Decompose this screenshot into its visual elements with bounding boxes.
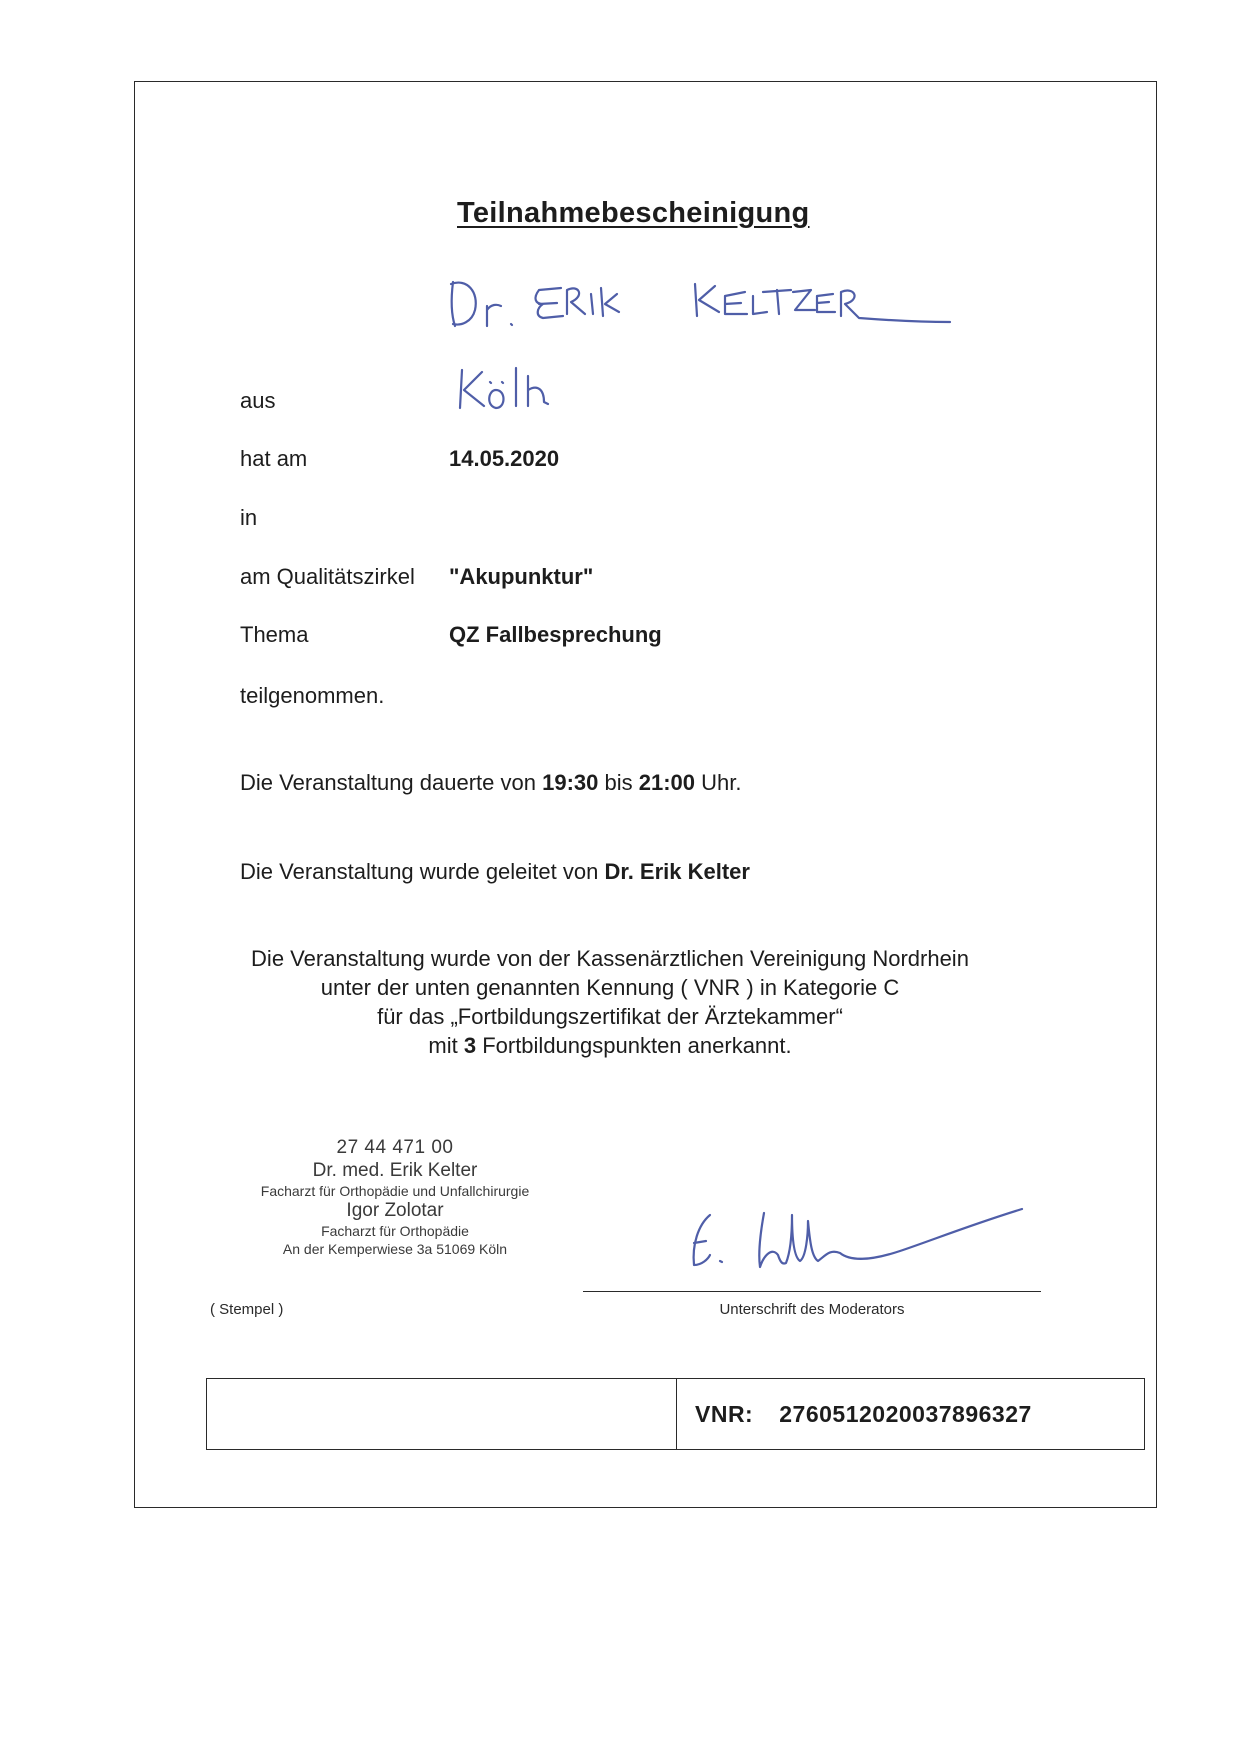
field-value-date: 14.05.2020 bbox=[449, 446, 560, 471]
participated-text: teilgenommen. bbox=[240, 683, 385, 708]
led-by-name: Dr. Erik Kelter bbox=[604, 859, 750, 884]
recognition-line-2: unter der unten genannten Kennung ( VNR ) in Kategorie C bbox=[320, 975, 900, 1000]
duration-start: 19:30 bbox=[542, 770, 599, 795]
recognition-line-4-prefix: mit bbox=[428, 1033, 464, 1058]
field-label-in: in bbox=[240, 505, 258, 530]
vnr-label: VNR: bbox=[695, 1401, 754, 1427]
vnr-field bbox=[695, 1401, 1032, 1428]
recognition-points: 3 bbox=[463, 1033, 477, 1058]
stamp-doctor-1: Dr. med. Erik Kelter bbox=[312, 1160, 478, 1181]
recognition-line-3: für das „Fortbildungszertifikat der Ärztekammer“ bbox=[377, 1004, 843, 1029]
moderator-signature bbox=[680, 1195, 1030, 1285]
handwritten-city bbox=[452, 362, 572, 422]
recognition-paragraph bbox=[200, 944, 1020, 1060]
field-label-hat-am: hat am bbox=[240, 446, 308, 471]
led-by-prefix: Die Veranstaltung wurde geleitet von bbox=[240, 859, 605, 884]
vnr-number: 2760512020037896327 bbox=[779, 1401, 1032, 1427]
practice-stamp bbox=[205, 1136, 585, 1258]
duration-prefix: Die Veranstaltung dauerte von bbox=[240, 770, 543, 795]
duration-middle: bis bbox=[598, 770, 639, 795]
led-by-sentence bbox=[240, 859, 750, 885]
vnr-box-divider bbox=[676, 1379, 677, 1449]
stamp-doctor-2: Igor Zolotar bbox=[346, 1200, 444, 1221]
recognition-line-4-suffix: Fortbildungspunkten anerkannt. bbox=[476, 1033, 792, 1058]
stamp-doctor-2-title: Facharzt für Orthopädie bbox=[321, 1223, 469, 1239]
recognition-line-4 bbox=[200, 1031, 1020, 1060]
field-label-thema: Thema bbox=[240, 622, 309, 647]
field-label-aus: aus bbox=[240, 388, 276, 413]
signature-line bbox=[583, 1291, 1041, 1292]
stamp-address: An der Kemperwiese 3a 51069 Köln bbox=[282, 1241, 508, 1257]
stamp-doctor-1-title: Facharzt für Orthopädie und Unfallchirurgie bbox=[260, 1183, 530, 1199]
handwritten-participant-name bbox=[445, 270, 955, 340]
duration-suffix: Uhr. bbox=[695, 770, 742, 795]
field-value-thema: QZ Fallbesprechung bbox=[449, 622, 662, 647]
document-title: Teilnahmebescheinigung bbox=[457, 197, 810, 229]
field-label-qualitaetszirkel: am Qualitätszirkel bbox=[240, 564, 415, 589]
field-value-qualitaetszirkel: "Akupunktur" bbox=[449, 564, 594, 589]
stamp-caption: ( Stempel ) bbox=[210, 1301, 284, 1318]
duration-end: 21:00 bbox=[638, 770, 696, 795]
stamp-number: 27 44 471 00 bbox=[336, 1137, 454, 1158]
vnr-box bbox=[206, 1378, 1145, 1450]
signature-caption: Unterschrift des Moderators bbox=[719, 1301, 905, 1318]
recognition-line-1: Die Veranstaltung wurde von der Kassenärztlichen Vereinigung Nordrhein bbox=[251, 946, 969, 971]
duration-sentence bbox=[240, 770, 741, 796]
